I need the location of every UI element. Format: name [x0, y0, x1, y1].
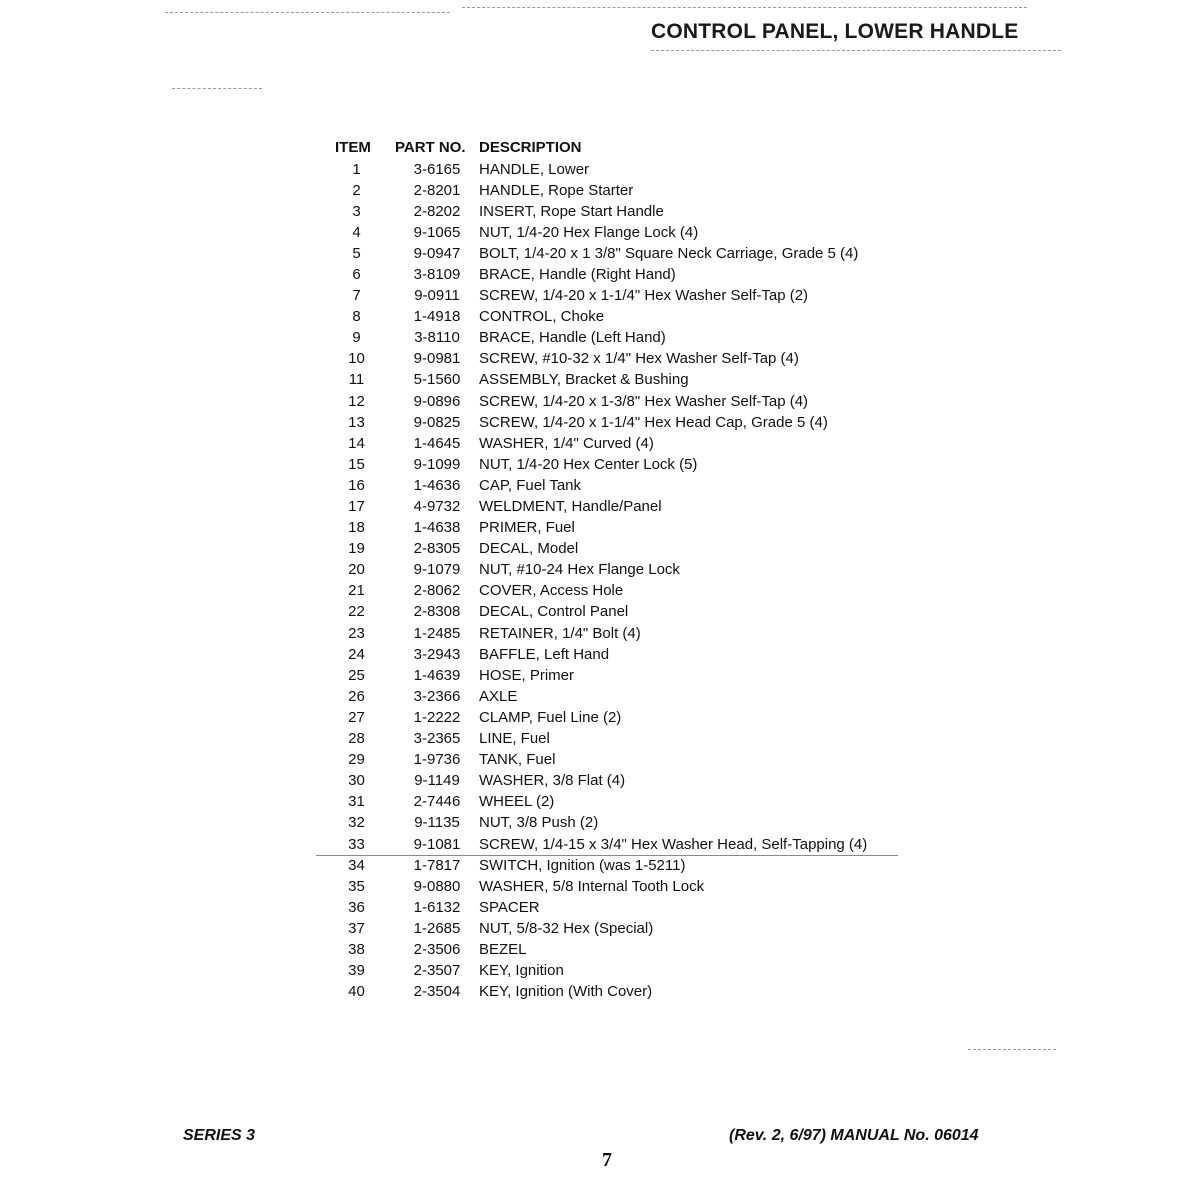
part-number: 2-3507 [413, 962, 461, 980]
part-number: 1-4639 [413, 666, 461, 684]
item-number: 32 [348, 814, 365, 832]
item-number: 20 [348, 561, 365, 579]
part-number: 2-3504 [413, 983, 461, 1001]
description: WELDMENT, Handle/Panel [479, 498, 662, 515]
description: KEY, Ignition [479, 962, 564, 980]
table-row [332, 327, 867, 348]
item-number: 38 [348, 940, 365, 958]
description: BEZEL [479, 940, 527, 958]
part-number: 2-8201 [413, 181, 461, 199]
page-number: 7 [602, 1149, 612, 1171]
part-number: 9-0880 [413, 877, 461, 895]
table-row [332, 538, 867, 559]
description: KEY, Ignition (With Cover) [479, 983, 653, 1001]
part-number: 1-7817 [413, 856, 461, 874]
description: HOSE, Primer [479, 666, 575, 684]
description: NUT, 5/8-32 Hex (Special) [479, 919, 654, 937]
table-row [332, 222, 867, 243]
table-row [332, 454, 867, 475]
table-row [332, 496, 867, 517]
table-row [332, 623, 867, 644]
description: BOLT, 1/4-20 x 1 3/8" Square Neck Carriage, Grade 5 (4) [479, 244, 859, 262]
part-number: 3-2943 [413, 645, 461, 663]
table-row [332, 580, 867, 601]
part-number: 1-4645 [413, 434, 461, 452]
description: SCREW, 1/4-20 x 1-1/4" Hex Head Cap, Grade 5 (4) [479, 413, 828, 431]
item-number: 23 [348, 624, 365, 642]
part-number: 2-8308 [413, 603, 461, 621]
table-row [332, 201, 867, 222]
part-number: 1-2685 [413, 919, 461, 937]
description: NUT, 1/4-20 Hex Center Lock (5) [479, 455, 698, 473]
column-header-part-no: PART NO. [395, 139, 466, 157]
table-row [332, 412, 867, 433]
description: CLAMP, Fuel Line (2) [479, 708, 622, 726]
table-row [332, 812, 867, 833]
description: CAP, Fuel Tank [479, 476, 582, 494]
item-number: 17 [348, 498, 365, 515]
item-number: 16 [348, 476, 365, 494]
table-row [332, 665, 867, 686]
part-number: 1-4918 [413, 308, 461, 326]
part-number: 9-1065 [413, 223, 461, 241]
part-number: 2-3506 [413, 940, 461, 958]
part-number: 2-8062 [413, 582, 461, 600]
part-number: 3-2366 [413, 687, 461, 705]
item-number: 7 [352, 287, 361, 305]
footer-manual-number: (Rev. 2, 6/97) MANUAL No. 06014 [729, 1127, 979, 1144]
description: PRIMER, Fuel [479, 519, 575, 537]
description: COVER, Access Hole [479, 582, 624, 600]
item-number: 28 [348, 730, 365, 748]
item-number: 18 [348, 519, 365, 537]
column-header-item: ITEM [335, 139, 371, 157]
part-number: 9-1079 [413, 561, 461, 579]
part-number: 3-8110 [414, 329, 460, 347]
part-number: 1-6132 [413, 898, 461, 916]
item-number: 40 [348, 983, 365, 1001]
item-number: 26 [348, 687, 365, 705]
part-number: 9-0911 [414, 287, 460, 305]
description: DECAL, Control Panel [479, 603, 629, 621]
description: INSERT, Rope Start Handle [479, 202, 664, 220]
table-row [332, 517, 867, 538]
table-row [332, 707, 867, 728]
item-number: 3 [352, 202, 361, 220]
description: CONTROL, Choke [479, 308, 605, 326]
item-number: 4 [352, 223, 361, 241]
part-number: 9-0896 [413, 392, 461, 410]
scan-artifact-top-right [462, 7, 1027, 8]
description: WASHER, 1/4" Curved (4) [479, 434, 654, 452]
scan-artifact-top-left [165, 12, 450, 13]
part-number: 1-9736 [413, 751, 461, 769]
item-number: 36 [348, 898, 365, 916]
table-row [332, 981, 867, 1002]
item-number: 9 [352, 329, 361, 347]
part-number: 1-2222 [413, 708, 461, 726]
column-header-description: DESCRIPTION [479, 139, 582, 157]
description: BRACE, Handle (Left Hand) [479, 329, 666, 347]
table-row [332, 264, 867, 285]
table-row [332, 897, 867, 918]
item-number: 2 [352, 181, 361, 199]
part-number: 3-8109 [413, 265, 461, 283]
table-row [332, 791, 867, 812]
item-number: 15 [348, 455, 365, 473]
item-number: 35 [348, 877, 365, 895]
description: NUT, #10-24 Hex Flange Lock [479, 561, 680, 579]
item-number: 10 [348, 350, 365, 368]
description: WASHER, 5/8 Internal Tooth Lock [479, 877, 705, 895]
table-row [332, 644, 867, 665]
description: HANDLE, Rope Starter [479, 181, 634, 199]
table-row [332, 960, 867, 981]
table-row [332, 159, 867, 180]
table-row [332, 601, 867, 622]
description: NUT, 1/4-20 Hex Flange Lock (4) [479, 223, 699, 241]
part-number: 2-8305 [413, 540, 461, 558]
table-row [332, 475, 867, 496]
part-number: 5-1560 [413, 371, 461, 389]
table-row [332, 180, 867, 201]
item-number: 22 [348, 603, 365, 621]
table-row [332, 855, 867, 876]
description: SCREW, 1/4-20 x 1-3/8" Hex Washer Self-Tap (4) [479, 392, 809, 410]
item-number: 12 [348, 392, 365, 410]
table-row [332, 728, 867, 749]
item-number: 31 [348, 793, 365, 811]
description: LINE, Fuel [479, 730, 550, 748]
item-number: 39 [348, 962, 365, 980]
item-number: 24 [348, 645, 365, 663]
item-number: 25 [348, 666, 365, 684]
description: ASSEMBLY, Bracket & Bushing [479, 371, 689, 389]
table-row [332, 939, 867, 960]
part-number: 4-9732 [413, 498, 461, 515]
table-row [332, 686, 867, 707]
item-number: 29 [348, 751, 365, 769]
table-row [332, 559, 867, 580]
description: SCREW, 1/4-20 x 1-1/4" Hex Washer Self-Tap (2) [479, 287, 809, 305]
parts-table [332, 137, 867, 1002]
description: SPACER [479, 898, 540, 916]
part-number: 9-1081 [413, 835, 461, 853]
item-number: 34 [348, 856, 365, 874]
table-row [332, 433, 867, 454]
scan-artifact-left-margin [172, 88, 262, 89]
table-row [332, 369, 867, 390]
table-row [332, 391, 867, 412]
parts-table-body [332, 159, 867, 1003]
item-number: 11 [348, 371, 365, 389]
table-row [332, 243, 867, 264]
description: WASHER, 3/8 Flat (4) [479, 772, 626, 790]
item-number: 13 [348, 413, 365, 431]
part-number: 2-8202 [413, 202, 461, 220]
part-number: 9-0947 [413, 244, 461, 262]
item-number: 37 [348, 919, 365, 937]
page-title: CONTROL PANEL, LOWER HANDLE [651, 20, 1019, 43]
scan-artifact-right-margin [968, 1049, 1056, 1050]
part-number: 9-1149 [414, 772, 460, 790]
part-number: 9-1135 [414, 814, 460, 832]
item-number: 5 [352, 244, 361, 262]
footer-series: SERIES 3 [183, 1127, 256, 1144]
part-number: 1-4636 [413, 476, 461, 494]
description: SCREW, 1/4-15 x 3/4" Hex Washer Head, Self-Tapping (4) [479, 835, 868, 853]
part-number: 9-0981 [413, 350, 461, 368]
description: HANDLE, Lower [479, 160, 590, 178]
description: BAFFLE, Left Hand [479, 645, 610, 663]
part-number: 3-6165 [413, 160, 461, 178]
part-number: 9-1099 [413, 455, 461, 473]
description: AXLE [479, 687, 518, 705]
description: RETAINER, 1/4" Bolt (4) [479, 624, 641, 642]
table-row [332, 770, 867, 791]
description: SCREW, #10-32 x 1/4" Hex Washer Self-Tap (4) [479, 350, 799, 368]
table-row [332, 285, 867, 306]
scan-artifact-title-underline [651, 50, 1061, 51]
item-number: 19 [348, 540, 365, 558]
description: TANK, Fuel [479, 751, 556, 769]
part-number: 3-2365 [413, 730, 461, 748]
table-row [332, 876, 867, 897]
item-number: 6 [352, 265, 361, 283]
description: NUT, 3/8 Push (2) [479, 814, 599, 832]
item-number: 14 [348, 434, 365, 452]
description: DECAL, Model [479, 540, 579, 558]
part-number: 1-2485 [413, 624, 461, 642]
table-row [332, 306, 867, 327]
description: WHEEL (2) [479, 793, 555, 811]
table-row [332, 749, 867, 770]
table-row [332, 918, 867, 939]
item-number: 33 [348, 835, 365, 853]
item-number: 30 [348, 772, 365, 790]
part-number: 1-4638 [413, 519, 461, 537]
description: SWITCH, Ignition (was 1-5211) [479, 856, 686, 874]
item-number: 27 [348, 708, 365, 726]
table-row [332, 348, 867, 369]
description: BRACE, Handle (Right Hand) [479, 265, 676, 283]
table-header-row [332, 137, 867, 159]
item-number: 8 [352, 308, 361, 326]
part-number: 2-7446 [413, 793, 461, 811]
item-number: 21 [348, 582, 365, 600]
part-number: 9-0825 [413, 413, 461, 431]
table-row [332, 834, 867, 855]
item-number: 1 [352, 160, 361, 178]
